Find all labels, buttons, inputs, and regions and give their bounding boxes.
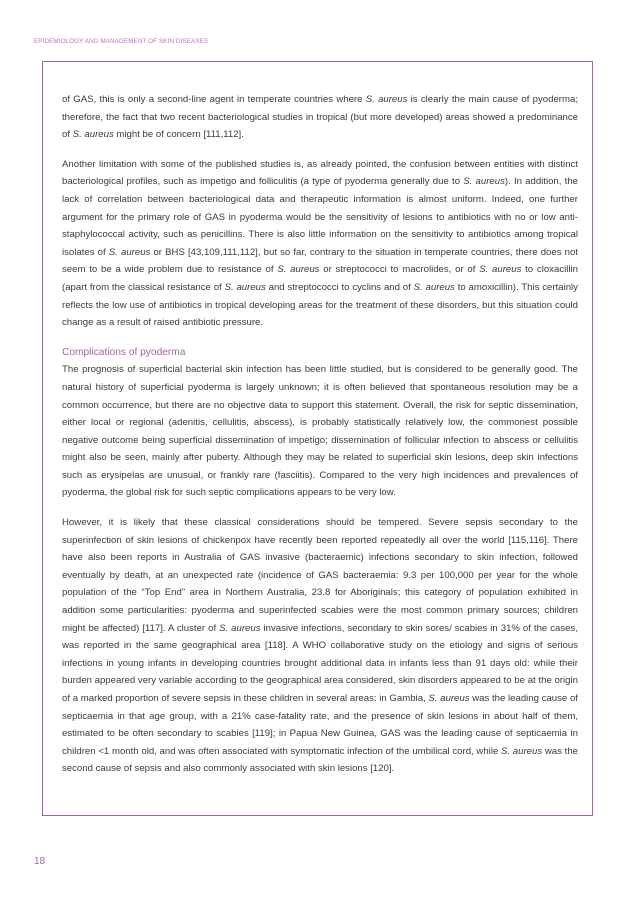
species-name: S. aureus	[463, 176, 505, 188]
paragraph-2: Another limitation with some of the published studies is, as already pointed, the confusion between entities with distinct bacteriological profiles, such as impetigo and folliculitis (a type of pyoderma generally due to S. aureus). In addition, the lack of correlation between bacteriological data and therapeutic information is almost uniform. Indeed, one further argument for the primary role of GAS in pyoderma would be the sensitivity of lesions to antibiotics with no or low anti-staphylococcal activity, such as penicillins. There is also little information on the sensitivity to antibiotics among tropical isolates of S. aureus or BHS [43,109,111,112], but so far, contrary to the situation in temperate countries, there does not seem to be a wide problem due to resistance of S. aureus or streptococci to macrolides, or of S. aureus to cloxacillin (apart from the classical resistance of S. aureus and streptococci to cyclins and of S. aureus to amoxicillin). This certainly reflects the low use of antibiotics in tropical developing areas for the treatment of these disorders, but this situation could change as a result of raised antibiotic pressure.	[62, 158, 578, 329]
section-heading-complications: Complications of pyoderma	[62, 346, 186, 358]
species-name: S. aureus	[365, 94, 408, 105]
species-name: S. aureus	[501, 745, 543, 757]
species-name: S. aureus	[277, 264, 320, 276]
article-body	[62, 91, 578, 778]
paragraph-4: However, it is likely that these classical considerations should be tempered. Severe sepsis secondary to the superinfection of skin lesions of chickenpox have recently been reported repeatedly all over the world [115,116]. There have also been reports in Australia of GAS invasive (bacteraemic) infections secondary to skin infection, followed eventually by death, at an unexpected rate (incidence of GAS bacteraemia: 9.3 per 100,000 per year for the whole population of the “Top End” area in Northern Australia, 23.8 for Aboriginals; this category of population exhibited in addition some particularities: pyoderma and superinfected scabies were the most common primary sources; children might be affected) [117]. A cluster of S. aureus invasive infections, secondary to skin sores/ scabies in 31% of the cases, was reported in the same geographical area [118]. A WHO collaborative study on the etiology and signs of serious infections in young infants in developing countries brought additional data in infants less than 91 days old: while their burden appeared very variable according to the geographical area considered, skin disorders appeared to be at the origin of a marked proportion of severe sepsis in these children in several areas: in Gambia, S. aureus was the leading cause of septicaemia in that age group, with a 21% case-fatality rate, and the presence of skin lesions in about half of them, estimated to be often secondary to scabies [119]; in Papua New Guinea, GAS was the leading cause of septicaemia in children <1 month old, and was often associated with symptomatic infection of the umbilical cord, while S. aureus was the second cause of sepsis and also commonly associated with skin lesions [120].	[62, 517, 578, 775]
species-name: S. aureus	[479, 264, 522, 276]
page-number: 18	[34, 856, 46, 867]
running-header: EPIDEMIOLOGY AND MANAGEMENT OF SKIN DISEASES	[34, 38, 209, 45]
species-name: S. aureus	[108, 246, 151, 258]
species-name: S. aureus	[219, 622, 261, 634]
species-name: S. aureus	[428, 693, 470, 704]
species-name: S. aureus	[72, 129, 114, 141]
paragraph-3: The prognosis of superficial bacterial skin infection has been little studied, but is considered to be generally good. The natural history of superficial pyoderma is largely unknown; it is often believed that spontaneous resolution may be a common occurrence, but there are no objective data to support this statement. Overall, the risk for septic dissemination, either local or regional (adenitis, cellulitis, abscess), is probably statistically relatively low, the commonest possible negative outcome being superficial dissemination of impetigo; dissemination of follicular infection to abscess or cellulitis might also be seen, mainly after puberty. Although they may be related to superficial skin lesions, deep skin infections such as erysipelas are unusual, or frankly rare (fasciitis). Compared to the very high incidences and prevalences of pyoderma, the global risk for such septic complications appears to be very low.	[62, 364, 578, 499]
paragraph-1: of GAS, this is only a second-line agent in temperate countries where S. aureus is clearly the main cause of pyoderma; therefore, the fact that two recent bacteriological studies in tropical (but more developed) areas showed a predominance of S. aureus might be of concern [111,112].	[62, 94, 578, 141]
species-name: S. aureus	[413, 281, 455, 293]
species-name: S. aureus	[224, 281, 266, 293]
